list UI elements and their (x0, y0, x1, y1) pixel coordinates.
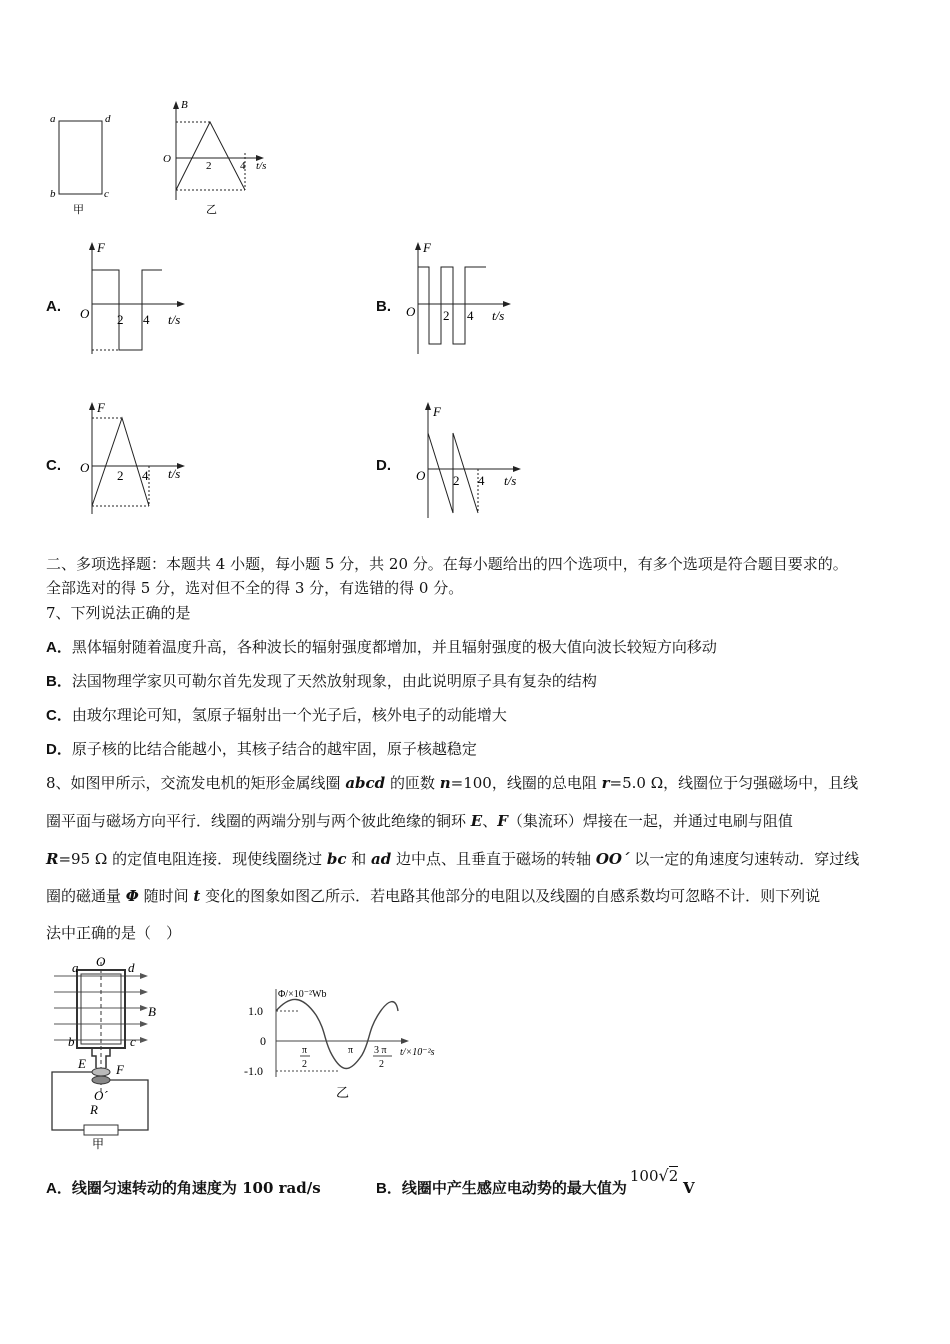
q7-option-b[interactable] (46, 671, 597, 692)
q8-line2: 圈平面与磁场方向平行．线圈的两端分别与两个彼此绝缘的铜环 E、F（集流环）焊接在一起，并通过电刷与阻值 (46, 812, 793, 830)
figure-top (40, 95, 290, 225)
axis-b-label: B (181, 99, 188, 111)
q7-d-label: D． (46, 741, 72, 758)
q7-stem: 7、下列说法正确的是 (46, 604, 191, 622)
q8-b-text: 线圈中产生感应电动势的最大值为 (401, 1179, 627, 1197)
tick-ym1: -1.0 (244, 1064, 263, 1078)
origin-label: O (163, 153, 171, 165)
label-d: d (105, 113, 111, 125)
q8-a-text: 线圈匀速转动的角速度为 100 rad/s (71, 1179, 321, 1197)
q7-option-d[interactable] (46, 739, 477, 760)
q8-line5: 法中正确的是（ ） (46, 924, 182, 942)
caption-yi: 乙 (206, 204, 217, 216)
q7-c-label: C． (46, 707, 72, 724)
q8-b-unit: V (683, 1179, 695, 1197)
axis-t: t/s (168, 466, 181, 481)
option-a-label[interactable]: A. (46, 298, 61, 315)
tick-x1-den: 2 (302, 1059, 307, 1070)
axis-t-label: t/s (256, 160, 267, 172)
tick-2: 2 (443, 308, 450, 323)
tick-4: 4 (478, 473, 485, 488)
axis-t: t/s (504, 473, 517, 488)
section2-line1: 二、多项选择题：本题共 4 小题，每小题 5 分，共 20 分。在每小题给出的四个选项中，有多个选项是符合题目要求的。 (46, 555, 848, 573)
option-b-graph[interactable] (402, 238, 522, 358)
q7-a-label: A． (46, 639, 72, 656)
axis-f: F (433, 404, 441, 419)
axis-t: t/s (168, 312, 181, 327)
option-c-graph[interactable] (76, 398, 206, 518)
axis-f: F (97, 400, 105, 415)
label-a: a (50, 113, 56, 125)
option-b-label[interactable]: B. (376, 298, 391, 315)
label-b: b (68, 1034, 75, 1049)
option-d-label[interactable]: D. (376, 457, 391, 474)
label-f: F (116, 1062, 124, 1077)
q7-option-a[interactable] (46, 637, 717, 658)
q8-line3: R=95 Ω 的定值电阻连接．现使线圈绕过 bc 和 ad 边中点、且垂直于磁场的转轴 OO´ 以一定的角速度匀速转动．穿过线 (46, 850, 860, 868)
q8-line1: 8、如图甲所示，交流发电机的矩形金属线圈 abcd 的匝数 n=100，线圈的总电阻 r=5.0 Ω，线圈位于匀强磁场中，且线 (46, 774, 859, 792)
q8-b-label: B． (376, 1180, 402, 1197)
tick-y0: 0 (260, 1034, 266, 1048)
q7-a-text: 黑体辐射随着温度升高，各种波长的辐射强度都增加，并且辐射强度的极大值向波长较短方向移动 (71, 638, 717, 656)
q8-option-a[interactable] (46, 1178, 321, 1199)
caption-jia: 甲 (73, 204, 84, 216)
origin: O (80, 306, 90, 321)
label-a: a (72, 960, 79, 975)
tick-xpi: π (348, 1045, 354, 1056)
axis-t-label: t/×10⁻²s (400, 1047, 435, 1058)
label-b: b (50, 188, 56, 200)
tick-4: 4 (143, 312, 150, 327)
caption-yi: 乙 (336, 1085, 350, 1100)
tick-y1: 1.0 (248, 1004, 263, 1018)
option-a-graph[interactable] (76, 238, 206, 358)
tick-4: 4 (142, 468, 149, 483)
generator-figure (44, 952, 224, 1152)
flux-graph (240, 985, 470, 1105)
q8-line4: 圈的磁通量 Φ 随时间 t 变化的图象如图乙所示．若电路其他部分的电阻以及线圈的自感系数均可忽略不计．则下列说 (46, 887, 821, 905)
q7-b-text: 法国物理学家贝可勒尔首先发现了天然放射现象，由此说明原子具有复杂的结构 (71, 672, 597, 690)
origin: O (406, 304, 416, 319)
label-b-field: B (148, 1004, 156, 1019)
tick-4: 4 (240, 160, 246, 172)
tick-2: 2 (453, 473, 460, 488)
label-d: d (128, 960, 135, 975)
tick-x3-num: 3 π (374, 1045, 387, 1056)
origin: O (80, 460, 90, 475)
option-c-label[interactable]: C. (46, 457, 61, 474)
tick-x3-den: 2 (379, 1059, 384, 1070)
section2-line2: 全部选对的得 5 分，选对但不全的得 3 分，有选错的得 0 分。 (46, 579, 464, 597)
label-c: c (104, 188, 109, 200)
label-o: O (96, 954, 106, 969)
q8-b-value: 100√2 (629, 1166, 679, 1185)
q8-option-b[interactable] (376, 1166, 695, 1199)
tick-x1-num: π (302, 1045, 308, 1056)
q7-b-label: B． (46, 673, 72, 690)
label-c: c (130, 1034, 136, 1049)
axis-f: F (423, 240, 431, 255)
q8-a-label: A． (46, 1180, 72, 1197)
caption-jia: 甲 (92, 1137, 105, 1151)
coil-rect (59, 121, 102, 194)
axis-phi-label: Φ/×10⁻²Wb (278, 989, 327, 1000)
label-r: R (90, 1102, 98, 1117)
tick-2: 2 (117, 312, 124, 327)
label-o-prime: O´ (94, 1088, 108, 1103)
tick-2: 2 (206, 160, 212, 172)
axis-t: t/s (492, 308, 505, 323)
q7-c-text: 由玻尔理论可知，氢原子辐射出一个光子后，核外电子的动能增大 (71, 706, 507, 724)
q7-option-c[interactable] (46, 705, 507, 726)
tick-2: 2 (117, 468, 124, 483)
option-d-graph[interactable] (412, 398, 532, 522)
q7-d-text: 原子核的比结合能越小，其核子结合的越牢固，原子核越稳定 (71, 740, 477, 758)
origin: O (416, 468, 426, 483)
bt-graph (163, 99, 266, 216)
tick-4: 4 (467, 308, 474, 323)
label-e: E (78, 1056, 86, 1071)
axis-f: F (97, 240, 105, 255)
